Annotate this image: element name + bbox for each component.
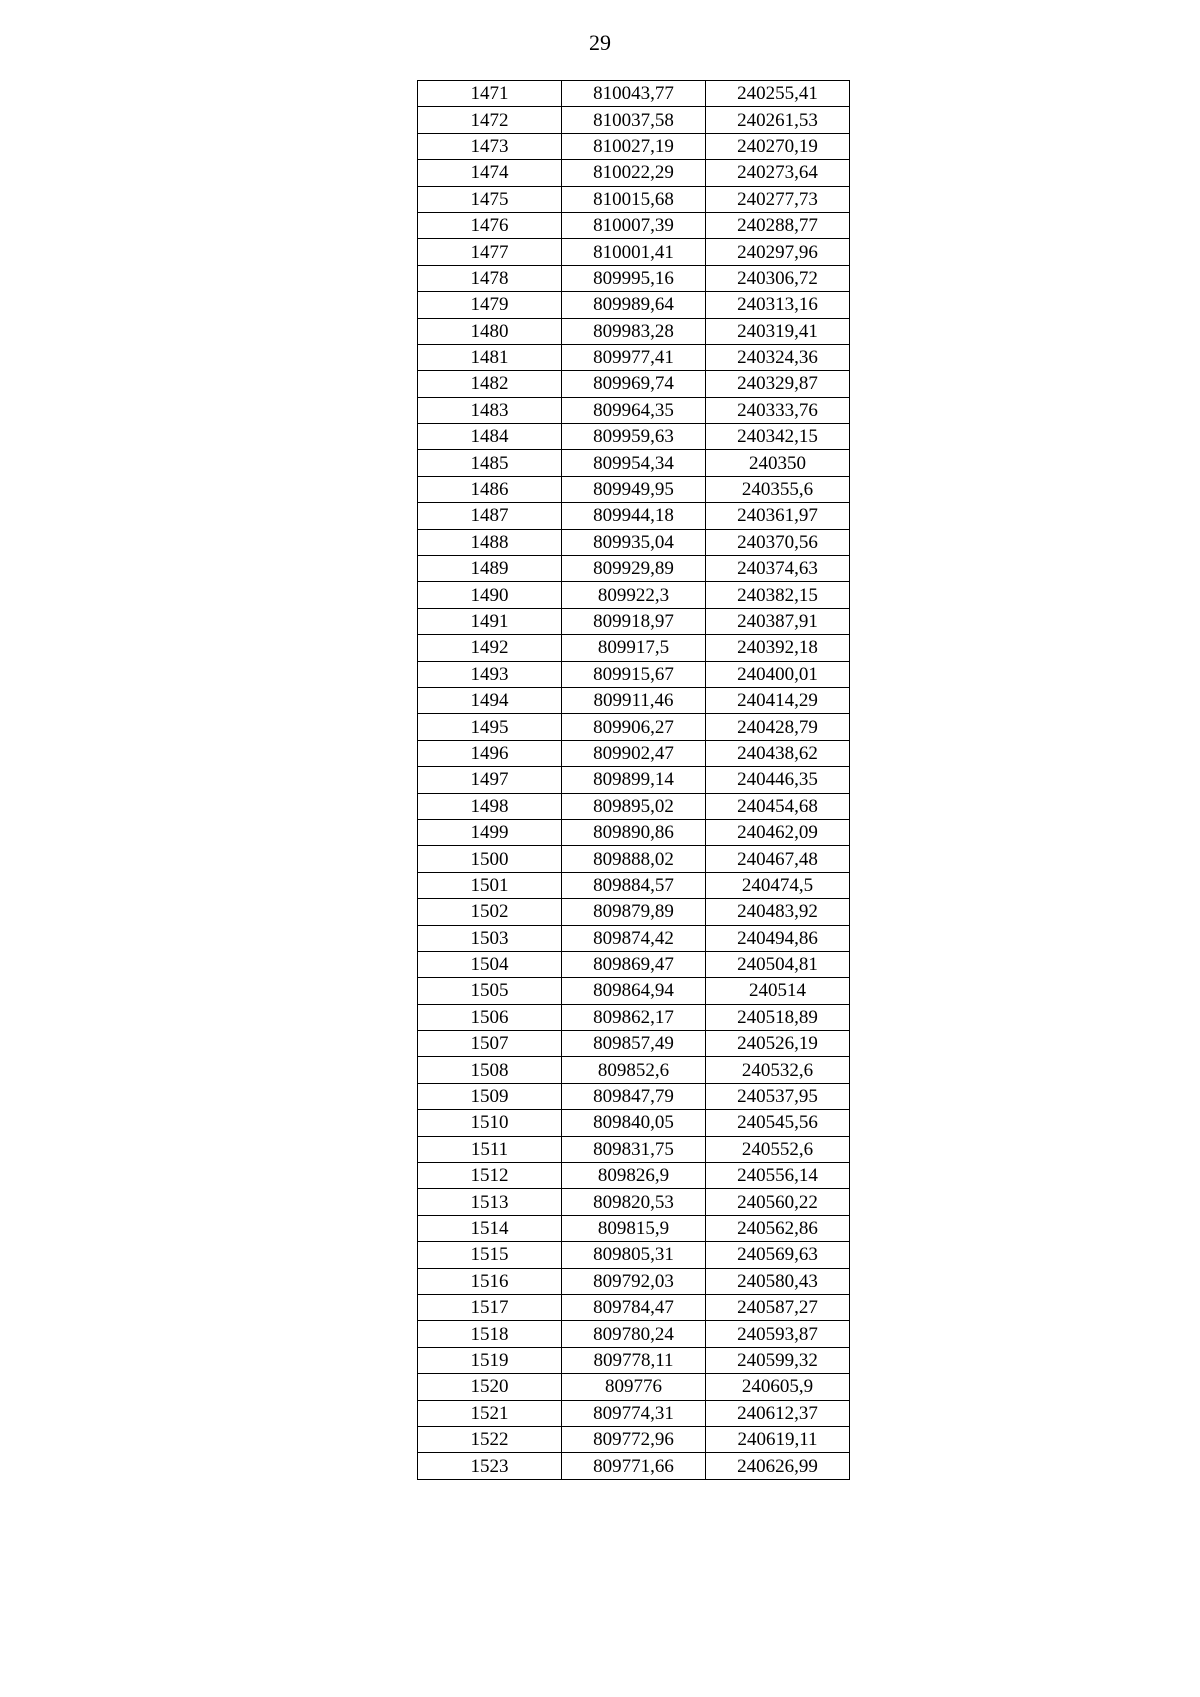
y-coordinate-cell: 240297,96 [706,239,850,265]
point-number-cell: 1493 [418,661,562,687]
coordinates-table-body [418,81,850,1480]
x-coordinate-cell: 810007,39 [562,212,706,238]
y-coordinate-cell: 240612,37 [706,1400,850,1426]
y-coordinate-cell: 240518,89 [706,1004,850,1030]
y-coordinate-cell: 240313,16 [706,292,850,318]
point-number-cell: 1517 [418,1294,562,1320]
point-number-cell: 1481 [418,344,562,370]
x-coordinate-cell: 809890,86 [562,819,706,845]
y-coordinate-cell: 240569,63 [706,1242,850,1268]
table-row [418,1268,850,1294]
y-coordinate-cell: 240261,53 [706,107,850,133]
x-coordinate-cell: 809862,17 [562,1004,706,1030]
y-coordinate-cell: 240587,27 [706,1294,850,1320]
y-coordinate-cell: 240255,41 [706,81,850,107]
table-row [418,318,850,344]
y-coordinate-cell: 240370,56 [706,529,850,555]
y-coordinate-cell: 240467,48 [706,846,850,872]
y-coordinate-cell: 240361,97 [706,503,850,529]
y-coordinate-cell: 240382,15 [706,582,850,608]
table-row [418,239,850,265]
x-coordinate-cell: 809857,49 [562,1031,706,1057]
table-row [418,397,850,423]
point-number-cell: 1497 [418,767,562,793]
table-row [418,160,850,186]
x-coordinate-cell: 809826,9 [562,1163,706,1189]
y-coordinate-cell: 240556,14 [706,1163,850,1189]
y-coordinate-cell: 240552,6 [706,1136,850,1162]
x-coordinate-cell: 809918,97 [562,608,706,634]
y-coordinate-cell: 240374,63 [706,556,850,582]
x-coordinate-cell: 809944,18 [562,503,706,529]
y-coordinate-cell: 240599,32 [706,1347,850,1373]
table-row [418,951,850,977]
x-coordinate-cell: 809820,53 [562,1189,706,1215]
x-coordinate-cell: 809815,9 [562,1215,706,1241]
table-row [418,978,850,1004]
table-row [418,81,850,107]
x-coordinate-cell: 809852,6 [562,1057,706,1083]
table-row [418,1321,850,1347]
point-number-cell: 1494 [418,687,562,713]
coordinates-table [417,80,850,1480]
y-coordinate-cell: 240626,99 [706,1453,850,1479]
table-row [418,1083,850,1109]
y-coordinate-cell: 240462,09 [706,819,850,845]
point-number-cell: 1499 [418,819,562,845]
table-row [418,740,850,766]
x-coordinate-cell: 809780,24 [562,1321,706,1347]
table-row [418,556,850,582]
x-coordinate-cell: 809929,89 [562,556,706,582]
x-coordinate-cell: 809864,94 [562,978,706,1004]
x-coordinate-cell: 809915,67 [562,661,706,687]
point-number-cell: 1486 [418,476,562,502]
table-row [418,1110,850,1136]
table-row [418,1426,850,1452]
x-coordinate-cell: 809772,96 [562,1426,706,1452]
y-coordinate-cell: 240504,81 [706,951,850,977]
y-coordinate-cell: 240270,19 [706,133,850,159]
point-number-cell: 1513 [418,1189,562,1215]
point-number-cell: 1476 [418,212,562,238]
table-row [418,767,850,793]
x-coordinate-cell: 809784,47 [562,1294,706,1320]
point-number-cell: 1503 [418,925,562,951]
table-row [418,186,850,212]
table-row [418,1189,850,1215]
x-coordinate-cell: 809888,02 [562,846,706,872]
point-number-cell: 1471 [418,81,562,107]
point-number-cell: 1518 [418,1321,562,1347]
x-coordinate-cell: 809964,35 [562,397,706,423]
y-coordinate-cell: 240324,36 [706,344,850,370]
y-coordinate-cell: 240400,01 [706,661,850,687]
table-row [418,1374,850,1400]
y-coordinate-cell: 240277,73 [706,186,850,212]
point-number-cell: 1488 [418,529,562,555]
y-coordinate-cell: 240273,64 [706,160,850,186]
point-number-cell: 1501 [418,872,562,898]
y-coordinate-cell: 240526,19 [706,1031,850,1057]
point-number-cell: 1510 [418,1110,562,1136]
point-number-cell: 1490 [418,582,562,608]
y-coordinate-cell: 240333,76 [706,397,850,423]
y-coordinate-cell: 240355,6 [706,476,850,502]
x-coordinate-cell: 809776 [562,1374,706,1400]
x-coordinate-cell: 809774,31 [562,1400,706,1426]
x-coordinate-cell: 809922,3 [562,582,706,608]
table-row [418,503,850,529]
point-number-cell: 1507 [418,1031,562,1057]
point-number-cell: 1477 [418,239,562,265]
point-number-cell: 1506 [418,1004,562,1030]
x-coordinate-cell: 809911,46 [562,687,706,713]
y-coordinate-cell: 240562,86 [706,1215,850,1241]
point-number-cell: 1474 [418,160,562,186]
table-row [418,661,850,687]
x-coordinate-cell: 809847,79 [562,1083,706,1109]
x-coordinate-cell: 809884,57 [562,872,706,898]
x-coordinate-cell: 809869,47 [562,951,706,977]
y-coordinate-cell: 240428,79 [706,714,850,740]
point-number-cell: 1523 [418,1453,562,1479]
x-coordinate-cell: 809792,03 [562,1268,706,1294]
y-coordinate-cell: 240545,56 [706,1110,850,1136]
point-number-cell: 1489 [418,556,562,582]
point-number-cell: 1512 [418,1163,562,1189]
x-coordinate-cell: 809995,16 [562,265,706,291]
table-row [418,476,850,502]
point-number-cell: 1522 [418,1426,562,1452]
point-number-cell: 1498 [418,793,562,819]
x-coordinate-cell: 810001,41 [562,239,706,265]
x-coordinate-cell: 809969,74 [562,371,706,397]
table-row [418,424,850,450]
table-row [418,714,850,740]
table-row [418,212,850,238]
table-row [418,1400,850,1426]
x-coordinate-cell: 809899,14 [562,767,706,793]
x-coordinate-cell: 810027,19 [562,133,706,159]
point-number-cell: 1520 [418,1374,562,1400]
point-number-cell: 1496 [418,740,562,766]
x-coordinate-cell: 810022,29 [562,160,706,186]
table-row [418,1004,850,1030]
y-coordinate-cell: 240350 [706,450,850,476]
table-row [418,450,850,476]
table-row [418,635,850,661]
y-coordinate-cell: 240414,29 [706,687,850,713]
table-row [418,846,850,872]
y-coordinate-cell: 240446,35 [706,767,850,793]
point-number-cell: 1472 [418,107,562,133]
point-number-cell: 1478 [418,265,562,291]
table-row [418,1215,850,1241]
x-coordinate-cell: 809771,66 [562,1453,706,1479]
point-number-cell: 1495 [418,714,562,740]
point-number-cell: 1502 [418,899,562,925]
point-number-cell: 1516 [418,1268,562,1294]
y-coordinate-cell: 240605,9 [706,1374,850,1400]
x-coordinate-cell: 809917,5 [562,635,706,661]
table-row [418,107,850,133]
x-coordinate-cell: 809989,64 [562,292,706,318]
y-coordinate-cell: 240474,5 [706,872,850,898]
point-number-cell: 1483 [418,397,562,423]
x-coordinate-cell: 809874,42 [562,925,706,951]
point-number-cell: 1475 [418,186,562,212]
table-row [418,371,850,397]
x-coordinate-cell: 809983,28 [562,318,706,344]
table-row [418,793,850,819]
point-number-cell: 1519 [418,1347,562,1373]
y-coordinate-cell: 240438,62 [706,740,850,766]
point-number-cell: 1479 [418,292,562,318]
table-row [418,1242,850,1268]
x-coordinate-cell: 809977,41 [562,344,706,370]
table-row [418,872,850,898]
y-coordinate-cell: 240342,15 [706,424,850,450]
table-row [418,1163,850,1189]
x-coordinate-cell: 809935,04 [562,529,706,555]
x-coordinate-cell: 809879,89 [562,899,706,925]
y-coordinate-cell: 240619,11 [706,1426,850,1452]
x-coordinate-cell: 809840,05 [562,1110,706,1136]
point-number-cell: 1500 [418,846,562,872]
y-coordinate-cell: 240454,68 [706,793,850,819]
y-coordinate-cell: 240483,92 [706,899,850,925]
point-number-cell: 1487 [418,503,562,529]
point-number-cell: 1473 [418,133,562,159]
x-coordinate-cell: 809831,75 [562,1136,706,1162]
y-coordinate-cell: 240392,18 [706,635,850,661]
y-coordinate-cell: 240306,72 [706,265,850,291]
table-row [418,819,850,845]
table-row [418,1057,850,1083]
point-number-cell: 1482 [418,371,562,397]
x-coordinate-cell: 809805,31 [562,1242,706,1268]
table-row [418,1136,850,1162]
y-coordinate-cell: 240532,6 [706,1057,850,1083]
y-coordinate-cell: 240580,43 [706,1268,850,1294]
point-number-cell: 1504 [418,951,562,977]
table-row [418,687,850,713]
x-coordinate-cell: 810043,77 [562,81,706,107]
table-row [418,1031,850,1057]
point-number-cell: 1484 [418,424,562,450]
y-coordinate-cell: 240329,87 [706,371,850,397]
table-row [418,925,850,951]
x-coordinate-cell: 809954,34 [562,450,706,476]
point-number-cell: 1492 [418,635,562,661]
table-row [418,608,850,634]
table-row [418,582,850,608]
point-number-cell: 1521 [418,1400,562,1426]
y-coordinate-cell: 240319,41 [706,318,850,344]
table-row [418,292,850,318]
x-coordinate-cell: 810037,58 [562,107,706,133]
table-row [418,529,850,555]
y-coordinate-cell: 240593,87 [706,1321,850,1347]
x-coordinate-cell: 809959,63 [562,424,706,450]
table-row [418,265,850,291]
point-number-cell: 1505 [418,978,562,1004]
table-row [418,1294,850,1320]
y-coordinate-cell: 240537,95 [706,1083,850,1109]
table-row [418,1453,850,1479]
y-coordinate-cell: 240514 [706,978,850,1004]
table-row [418,133,850,159]
table-row [418,899,850,925]
point-number-cell: 1515 [418,1242,562,1268]
table-row [418,1347,850,1373]
point-number-cell: 1509 [418,1083,562,1109]
y-coordinate-cell: 240387,91 [706,608,850,634]
x-coordinate-cell: 810015,68 [562,186,706,212]
y-coordinate-cell: 240288,77 [706,212,850,238]
point-number-cell: 1485 [418,450,562,476]
point-number-cell: 1514 [418,1215,562,1241]
x-coordinate-cell: 809895,02 [562,793,706,819]
point-number-cell: 1508 [418,1057,562,1083]
x-coordinate-cell: 809906,27 [562,714,706,740]
y-coordinate-cell: 240560,22 [706,1189,850,1215]
y-coordinate-cell: 240494,86 [706,925,850,951]
point-number-cell: 1491 [418,608,562,634]
page-number: 29 [589,30,611,55]
x-coordinate-cell: 809949,95 [562,476,706,502]
table-row [418,344,850,370]
point-number-cell: 1511 [418,1136,562,1162]
x-coordinate-cell: 809902,47 [562,740,706,766]
point-number-cell: 1480 [418,318,562,344]
x-coordinate-cell: 809778,11 [562,1347,706,1373]
